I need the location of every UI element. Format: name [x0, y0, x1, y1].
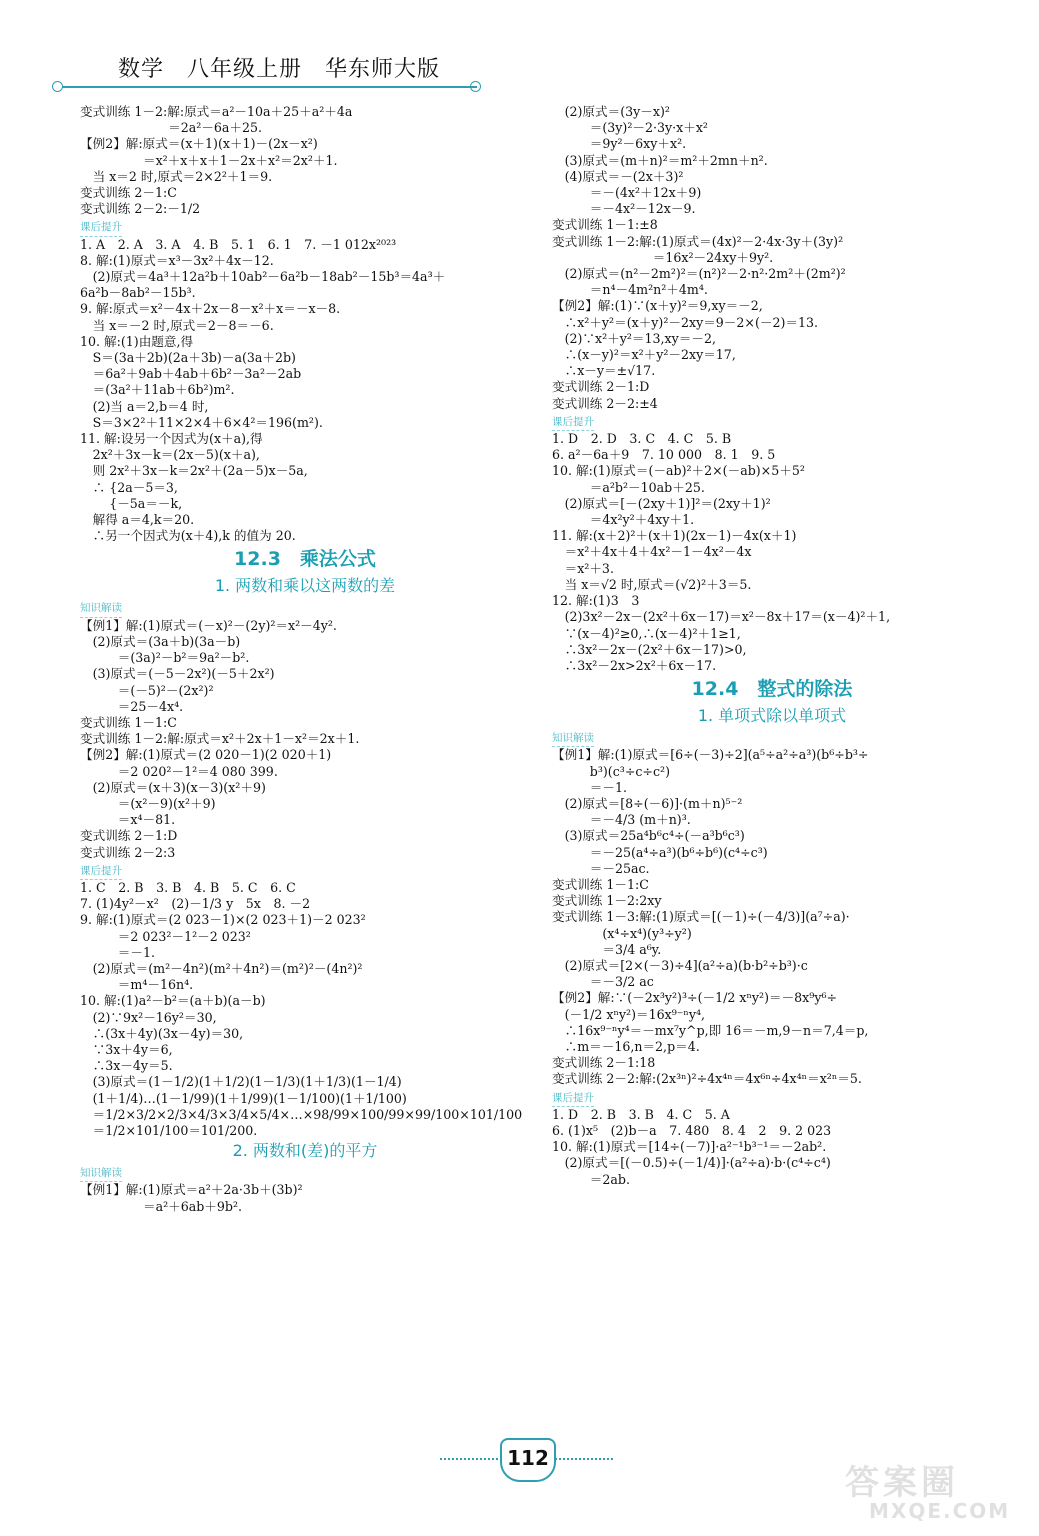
- section-tag-row: [80, 598, 530, 617]
- watermark-url: MXQE.COM: [869, 1499, 1011, 1523]
- section-tag-row: [552, 412, 992, 431]
- answer-line: ∴(3x＋4y)(3x－4y)＝30,: [80, 1025, 244, 1041]
- answer-line: 当 x＝2 时,原式＝2×2²＋1＝9.: [80, 168, 273, 184]
- answer-line: 1. D 2. D 3. C 4. C 5. B: [552, 431, 732, 447]
- answer-line: ＝(3y)²－2·3y·x＋x²: [552, 120, 708, 136]
- answer-line: (4)原式＝－(2x＋3)²: [552, 168, 684, 184]
- answer-line: 变式训练 1－2:解:(1)原式＝(4x)²－2·4x·3y＋(3y)²: [552, 233, 844, 249]
- answer-line: 9. 解:(1)原式＝(2 023－1)×(2 023＋1)－2 023²: [80, 912, 366, 928]
- right-column: [552, 104, 992, 1188]
- answer-line: ＝－25(a⁴÷a³)(b⁶÷b⁶)(c⁴÷c³): [552, 844, 768, 860]
- section-tag: 课后提升: [552, 414, 594, 431]
- answer-line: ∵(x－4)²≥0,∴(x－4)²＋1≥1,: [552, 625, 741, 641]
- answer-line: ∴3x－4y＝5.: [80, 1058, 173, 1074]
- subsection-title: 2. 两数和(差)的平方: [232, 1141, 378, 1161]
- answer-line: ＝4x²y²＋4xy＋1.: [552, 512, 695, 528]
- answer-line: 变式训练 2－1:D: [552, 379, 650, 395]
- answer-line: 6. (1)x⁵ (2)b－a 7. 480 8. 4 2 9. 2 023: [552, 1122, 832, 1138]
- answer-line: 【例2】解:(1)∵(x＋y)²＝9,xy＝－2,: [552, 298, 763, 314]
- section-tag: 知识解读: [80, 600, 122, 617]
- section-tag-row: [552, 1088, 992, 1107]
- answer-line: (2)原式＝(3a＋b)(3a－b): [80, 633, 241, 649]
- section-tag-row: [80, 861, 530, 880]
- answer-line: ＝16x²－24xy＋9y².: [552, 249, 774, 265]
- answer-line: 变式训练 1－2:解:原式＝x²＋2x＋1－x²＝2x＋1.: [80, 731, 360, 747]
- answer-line: ＝(－5)²－(2x²)²: [80, 682, 214, 698]
- answer-line: ＝－(4x²＋12x＋9): [552, 185, 702, 201]
- answer-line: ∴x－y＝±√17.: [552, 363, 656, 379]
- answer-line: (2)原式＝(n²－2m²)²＝(n²)²－2·n²·2m²＋(2m²)²: [552, 266, 846, 282]
- section-tag: 课后提升: [552, 1090, 594, 1107]
- answer-line: (2)原式＝[2×(－3)÷4](a²÷a)(b·b²÷b³)·c: [552, 957, 808, 973]
- answer-line: 10. 解:(1)原式＝[14÷(－7)]·a²⁻¹b³⁻¹＝－2ab².: [552, 1139, 827, 1155]
- answer-line: ∵3x＋4y＝6,: [80, 1041, 173, 1057]
- section-tag: 知识解读: [552, 730, 594, 747]
- answer-line: (2)原式＝4a³＋12a²b＋10ab²－6a²b－18ab²－15b³＝4a³＋: [80, 269, 446, 285]
- section-tag-row: [80, 1163, 530, 1182]
- answer-line: ＝m⁴－16n⁴.: [80, 977, 194, 993]
- section-tag-row: [80, 217, 530, 236]
- answer-line: 12. 解:(1)3 3: [552, 593, 640, 609]
- answer-line: 变式训练 2－2:－1/2: [80, 201, 201, 217]
- answer-line: 变式训练 2－2:±4: [552, 395, 658, 411]
- answer-line: ＝2ab.: [552, 1171, 630, 1187]
- page-number-badge: [500, 1438, 556, 1482]
- section-tag: 知识解读: [80, 1165, 122, 1182]
- answer-line: (2)∵9x²－16y²＝30,: [80, 1009, 217, 1025]
- answer-line: ＝(3a)²－b²＝9a²－b².: [80, 650, 250, 666]
- answer-line: ∴ {2a－5＝3,: [80, 479, 178, 495]
- answer-line: 变式训练 1－1:C: [552, 876, 649, 892]
- answer-line: ＝6a²＋9ab＋4ab＋6b²－3a²－2ab: [80, 366, 302, 382]
- answer-line: 【例1】解:(1)原式＝[6÷(－3)÷2](a⁵÷a²÷a³)(b⁶÷b³÷: [552, 747, 869, 763]
- answer-line: 【例2】解:原式＝(x＋1)(x＋1)－(2x－x²): [80, 136, 318, 152]
- section-tag: 课后提升: [80, 863, 122, 880]
- answer-line: ＝－4/3 (m＋n)³.: [552, 812, 691, 828]
- header-rule: [62, 86, 477, 88]
- watermark-text: 答案圈: [845, 1463, 959, 1503]
- answer-line: (2)原式＝[(－0.5)÷(－1/4)]·(a²÷a)·b·(c⁴÷c⁴): [552, 1155, 831, 1171]
- answer-line: S＝(3a＋2b)(2a＋3b)－a(3a＋2b): [80, 350, 296, 366]
- answer-line: ∴另一个因式为(x＋4),k 的值为 20.: [80, 528, 296, 544]
- answer-line: 10. 解:(1)原式＝(－ab)²＋2×(－ab)×5＋5²: [552, 463, 805, 479]
- answer-line: ＝2 023²－1²－2 023²: [80, 928, 251, 944]
- answer-line: (3)原式＝(m＋n)²＝m²＋2mn＋n².: [552, 152, 768, 168]
- answer-line: (3)原式＝25a⁴b⁶c⁴÷(－a³b⁶c³): [552, 828, 745, 844]
- answer-line: ＝a²＋6ab＋9b².: [80, 1198, 243, 1214]
- answer-line: 变式训练 1－3:解:(1)原式＝[(－1)÷(－4/3)](a⁷÷a)·: [552, 909, 850, 925]
- answer-line: ∴m＝－16,n＝2,p＝4.: [552, 1038, 700, 1054]
- answer-line: 变式训练 1－1:±8: [552, 217, 658, 233]
- answer-line: 【例2】解:∵(－2x³y²)³÷(－1/2 xⁿy²)＝－8x⁹y⁶÷: [552, 990, 838, 1006]
- answer-line: ＝(3a²＋11ab＋6b²)m².: [80, 382, 235, 398]
- answer-line: S＝3×2²＋11×2×4＋6×4²＝196(m²).: [80, 414, 323, 430]
- answer-line: b³)(c³÷c÷c²): [552, 763, 670, 779]
- answer-line: 变式训练 2－2:3: [80, 844, 176, 860]
- answer-line: ＝x²＋3.: [552, 560, 614, 576]
- watermark-logo: [825, 1455, 1015, 1527]
- footer-dotted-line: [440, 1458, 498, 1460]
- answer-line: ＝1/2×3/2×2/3×4/3×3/4×5/4×…×98/99×100/99×99/100×101/100: [80, 1106, 523, 1122]
- answer-line: 6a²b－8ab²－15b³.: [80, 285, 196, 301]
- answer-line: 9. 解:原式＝x²－4x＋2x－8－x²＋x＝－x－8.: [80, 301, 341, 317]
- left-column: [80, 104, 530, 1215]
- answer-line: ∴x²＋y²＝(x＋y)²－2xy＝9－2×(－2)＝13.: [552, 314, 819, 330]
- answer-line: 1. A 2. A 3. A 4. B 5. 1 6. 1 7. －1 012x²⁰²³: [80, 236, 397, 252]
- section-tag-row: [552, 728, 992, 747]
- answer-line: ＝－25ac.: [552, 860, 650, 876]
- answer-line: 1. D 2. B 3. B 4. C 5. A: [552, 1106, 730, 1122]
- answer-line: 2x²＋3x－k＝(2x－5)(x＋a),: [80, 447, 260, 463]
- answer-line: (2)3x²－2x－(2x²＋6x－17)＝x²－8x＋17＝(x－4)²＋1,: [552, 609, 891, 625]
- answer-line: (2)∵x²＋y²＝13,xy＝－2,: [552, 330, 716, 346]
- answer-line: ＝3/4 a⁶y.: [552, 941, 662, 957]
- answer-line: 10. 解:(1)由题意,得: [80, 333, 194, 349]
- answer-line: 变式训练 1－2:解:原式＝a²－10a＋25＋a²＋4a: [80, 104, 353, 119]
- answer-line: ∴3x²－2x>2x²＋6x－17.: [552, 657, 717, 673]
- answer-line: (－1/2 xⁿy²)＝16x⁹⁻ⁿy⁴,: [552, 1006, 706, 1022]
- answer-line: 7. (1)4y²－x² (2)－1/3 y 5x 8. －2: [80, 896, 311, 912]
- answer-line: (1＋1/4)…(1－1/99)(1＋1/99)(1－1/100)(1＋1/100): [80, 1090, 407, 1106]
- answer-line: 6. a²－6a＋9 7. 10 000 8. 1 9. 5: [552, 447, 776, 463]
- answer-line: ＝2a²－6a＋25.: [80, 120, 263, 136]
- answer-line: ＝－3/2 ac: [552, 974, 654, 990]
- answer-line: ＝9y²－6xy＋x².: [552, 136, 687, 152]
- section-title: 12.4 整式的除法: [691, 678, 853, 701]
- answer-line: {－5a＝－k,: [80, 495, 183, 511]
- section-title: 12.3 乘法公式: [234, 548, 376, 571]
- answer-line: ＝x²＋4x＋4＋4x²－1－4x²－4x: [552, 544, 752, 560]
- answer-line: 变式训练 2－1:C: [80, 185, 177, 201]
- answer-line: ∴16x⁹⁻ⁿy⁴＝－mx⁷y^p,即 16＝－m,9－n＝7,4＝p,: [552, 1022, 869, 1038]
- answer-line: 10. 解:(1)a²－b²＝(a＋b)(a－b): [80, 993, 266, 1009]
- answer-line: (2)原式＝(x＋3)(x－3)(x²＋9): [80, 779, 266, 795]
- answer-line: 解得 a＝4,k＝20.: [80, 512, 195, 528]
- answer-line: 1. C 2. B 3. B 4. B 5. C 6. C: [80, 879, 296, 895]
- answer-line: (3)原式＝(1－1/2)(1＋1/2)(1－1/3)(1＋1/3)(1－1/4): [80, 1074, 402, 1090]
- answer-line: ＝－4x²－12x－9.: [552, 201, 696, 217]
- answer-line: ＝n⁴－4m²n²＋4m⁴.: [552, 282, 708, 298]
- answer-line: ＝(x²－9)(x²＋9): [80, 795, 216, 811]
- page-number: 112: [507, 1446, 549, 1470]
- answer-line: (2)原式＝[8÷(－6)]·(m＋n)⁵⁻²: [552, 795, 743, 811]
- answer-line: 变式训练 2－1:D: [80, 828, 178, 844]
- subsection-title: 1. 两数和乘以这两数的差: [214, 576, 396, 596]
- answer-line: 【例2】解:(1)原式＝(2 020－1)(2 020＋1): [80, 747, 332, 763]
- answer-line: ＝－1.: [80, 944, 155, 960]
- answer-line: ＝－1.: [552, 779, 627, 795]
- answer-line: 当 x＝√2 时,原式＝(√2)²＋3＝5.: [552, 576, 752, 592]
- answer-line: ∴(x－y)²＝x²＋y²－2xy＝17,: [552, 347, 736, 363]
- section-tag: 课后提升: [80, 219, 122, 236]
- answer-line: 11. 解:设另一个因式为(x＋a),得: [80, 431, 263, 447]
- answer-line: ∴3x²－2x－(2x²＋6x－17)>0,: [552, 641, 747, 657]
- answer-line: 变式训练 2－2:解:(2x³ⁿ)²÷4x⁴ⁿ＝4x⁶ⁿ÷4x⁴ⁿ＝x²ⁿ＝5.: [552, 1071, 862, 1087]
- answer-line: 【例1】解:(1)原式＝(－x)²－(2y)²＝x²－4y².: [80, 617, 337, 633]
- answer-line: ＝a²b²－10ab＋25.: [552, 479, 705, 495]
- answer-line: ＝2 020²－1²＝4 080 399.: [80, 763, 278, 779]
- answer-line: (2)原式＝(3y－x)²: [552, 104, 670, 119]
- answer-line: ＝x²＋x＋x＋1－2x＋x²＝2x²＋1.: [80, 152, 338, 168]
- page-header: [0, 0, 1039, 100]
- answer-line: ＝25－4x⁴.: [80, 698, 184, 714]
- answer-line: (2)当 a＝2,b＝4 时,: [80, 398, 209, 414]
- answer-line: 变式训练 1－2:2xy: [552, 893, 662, 909]
- answer-line: 则 2x²＋3x－k＝2x²＋(2a－5)x－5a,: [80, 463, 308, 479]
- answer-line: (x⁴÷x⁴)(y³÷y²): [552, 925, 692, 941]
- answer-line: 11. 解:(x＋2)²＋(x＋1)(2x－1)－4x(x＋1): [552, 528, 797, 544]
- answer-line: 【例1】解:(1)原式＝a²＋2a·3b＋(3b)²: [80, 1182, 303, 1198]
- answer-line: ＝1/2×101/100＝101/200.: [80, 1122, 258, 1138]
- answer-line: 8. 解:(1)原式＝x³－3x²＋4x－12.: [80, 252, 274, 268]
- answer-line: (3)原式＝(－5－2x²)(－5＋2x²): [80, 666, 275, 682]
- footer-dotted-line: [555, 1458, 613, 1460]
- subsection-title: 1. 单项式除以单项式: [697, 706, 847, 726]
- answer-line: 当 x＝－2 时,原式＝2－8＝－6.: [80, 317, 274, 333]
- answer-line: ＝x⁴－81.: [80, 812, 176, 828]
- answer-line: 变式训练 1－1:C: [80, 714, 177, 730]
- answer-line: 变式训练 2－1:18: [552, 1055, 656, 1071]
- answer-line: (2)原式＝[－(2xy＋1)]²＝(2xy＋1)²: [552, 495, 771, 511]
- header-title: 数学 八年级上册 华东师大版: [118, 57, 441, 82]
- answer-line: (2)原式＝(m²－4n²)(m²＋4n²)＝(m²)²－(4n²)²: [80, 960, 363, 976]
